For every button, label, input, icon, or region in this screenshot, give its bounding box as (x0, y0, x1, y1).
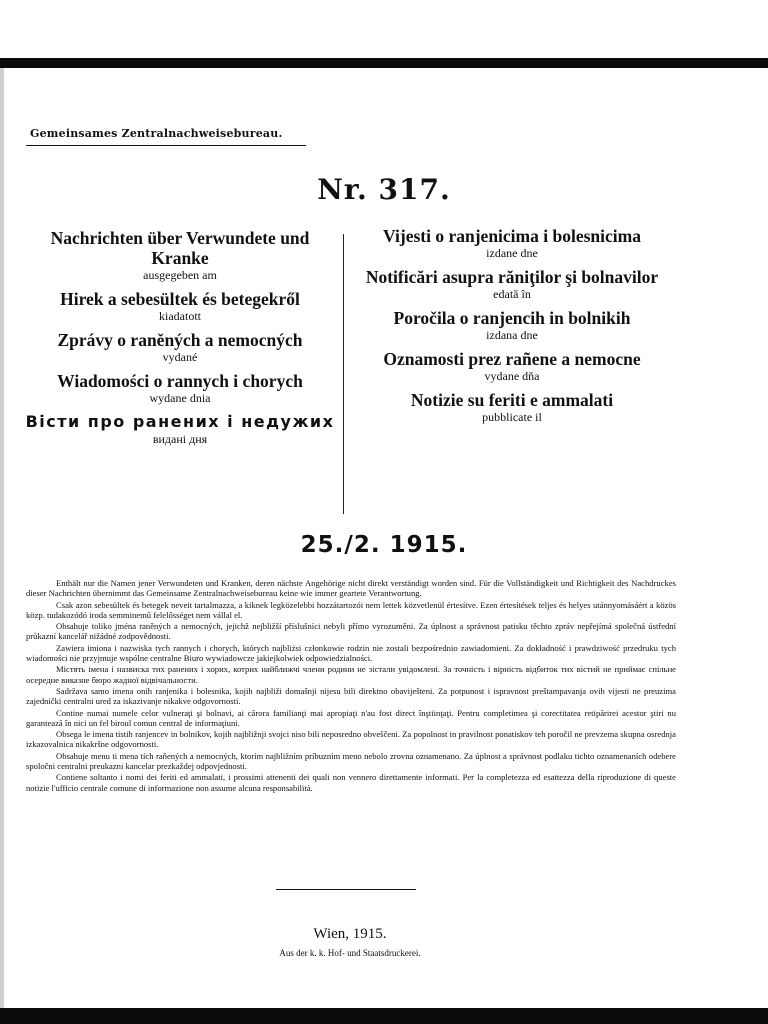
disclaimer-paragraph: Csak azon sebesültek és betegek neveit tartalmazza, a kiknek legközelebbi hozzátartozói nem lettek közvetlenül értesítve. Ezen értesítések teljes és helyes utánnyomásáért a közös közp. tudakozódó iroda semminemű felelősséget nem vállal el. (26, 599, 676, 620)
title-block (352, 267, 672, 302)
disclaimer-text (26, 578, 676, 794)
disclaimer-paragraph: Contine numai numele celor vulneraţi şi bolnavi, ai cărora familianţi mai apropiaţi n'au fost direct înştiinţaţi. Pentru completimea şi corectitatea retipărirei acestor ştiri nu garantează în nici un fel biroul comun central de informaţiuni. (26, 707, 676, 728)
title-slovenian: Poročila o ranjencih in bolnikih (393, 308, 631, 328)
title-czech: Zprávy o raněných a nemocných (57, 330, 303, 350)
disclaimer-paragraph: Obsahuje toliko jména raněných a nemocných, jejichž nejbližší příslušníci nebyli přímo vyrozuměni. Za úplnost a správnost patisku těchto zpráv nepřejímá společná ústřední průkazní kancelář nižádné zodpovědnosti. (26, 621, 676, 642)
subtitle-croatian: izdane dne (486, 246, 538, 260)
column-divider (343, 234, 344, 514)
bureau-header (30, 122, 302, 141)
subtitle-polish: wydane dnia (149, 391, 211, 405)
title-block (352, 349, 672, 384)
title-block (352, 390, 672, 425)
title-block (22, 330, 338, 365)
subtitle-italian: pubblicate il (482, 410, 542, 424)
issue-number: Nr. 317. (317, 173, 451, 206)
title-hungarian: Hirek a sebesültek és betegekről (60, 289, 300, 309)
subtitle-romanian: edată în (493, 287, 531, 301)
disclaimer-paragraph: Містять імена і назвиска тих ранених і хорих, котрих найближчі члени родини не зістали увідомлені. За точність і вірність відбиток тих вістий не приймає спільне осередне виказне бюро жадної відвічальности. (26, 664, 676, 685)
title-slovak: Oznamosti prez rañene a nemocne (383, 349, 641, 369)
scan-top-border (0, 58, 768, 68)
subtitle-slovenian: izdana dne (486, 328, 538, 342)
subtitle-hungarian: kiadatott (159, 309, 201, 323)
title-german: Nachrichten über Verwundete und Kranke (50, 228, 310, 268)
title-block (22, 228, 338, 283)
right-title-column (352, 226, 672, 431)
subtitle-czech: vydané (162, 350, 198, 364)
scan-bottom-border (0, 1008, 768, 1024)
title-block (22, 289, 338, 324)
title-romanian: Notificări asupra răniţilor şi bolnavilor (365, 267, 659, 287)
header-rule (26, 145, 306, 146)
disclaimer-paragraph: Sadržava samo imena onih ranjenika i bolesnika, kojih najbliži domašnji nijesu bili direktno obaviješteni. Za potpunost i ispravnost preštampavanja ovih vijesti ne preuzima zajednički centralni ured za iskazivanje nikakve odgovornosti. (26, 685, 676, 707)
footer-rule (276, 889, 416, 890)
subtitle-ukrainian: видані дня (152, 432, 208, 446)
disclaimer-paragraph: Contiene soltanto i nomi dei feriti ed ammalati, i prossimi attenenti dei quali non vennero direttamente informati. Per la completezza ed esattezza della riproduzione di queste notizie l'ufficio centrale comune di informazione non assume alcuna responsabilità. (26, 772, 676, 793)
disclaimer-paragraph: Zawiera imiona i nazwiska tych rannych i chorych, których najbliżsi członkowie rodzin nie zostali bezpośrednio zawiadomieni. Za dokładność i prawdziwość przedruku tych wiadomości nie przyjmuje wspólne centralne Biuro wywiadowcze jakiejkolwiek odpowiedzialności. (26, 642, 676, 664)
title-block (352, 308, 672, 343)
title-ukrainian: Вісти про ранених і недужих (25, 412, 335, 431)
disclaimer-paragraph: Obsega le imena tistih ranjencev in bolnikov, kojih najbližnji svojci niso bili neposredno obveščeni. Za popolnost in pravilnost ponatiskov teh poročil ne prevzema skupna osrednja izkazovalnica nikakršne odgovornosti. (26, 729, 676, 750)
title-polish: Wiadomości o rannych i chorych (57, 371, 303, 391)
issue-date: 25./2. 1915. (300, 532, 468, 558)
printer-line: Aus der k. k. Hof- und Staatsdruckerei. (279, 948, 421, 958)
title-croatian: Vijesti o ranjenicima i bolesnicima (383, 226, 641, 246)
title-block (352, 226, 672, 261)
title-block (22, 371, 338, 406)
disclaimer-paragraph: Enthält nur die Namen jener Verwundeten und Kranken, deren nächste Angehörige nicht direkt verständigt worden sind. Für die Vollständigkeit und Richtigkeit des Nachdruckes dieser Nachrichten übernimmt das Gemeinsame Zentralnachweisebureau keine wie immer geartete Verantwortung. (26, 578, 676, 599)
disclaimer-paragraph: Obsahuje menu ti mena tích raňených a nemocných, ktorím najbližním príbuzním meno nebolo zrovna oznamenano. Za úplnost a správnost podlaku tichto oznamenaních odebere spoločni centralni preukazni kancelar prezkaždej odpovjednosti. (26, 750, 676, 772)
left-title-column (22, 228, 338, 453)
publication-place: Wien, 1915. (313, 926, 387, 942)
bureau-name: Gemeinsames Zentralnachweisebureau. (30, 127, 283, 140)
subtitle-slovak: vydane dňa (484, 369, 540, 383)
title-italian: Notizie su feriti e ammalati (410, 390, 614, 410)
subtitle-german: ausgegeben am (143, 268, 217, 282)
title-block (22, 412, 338, 447)
